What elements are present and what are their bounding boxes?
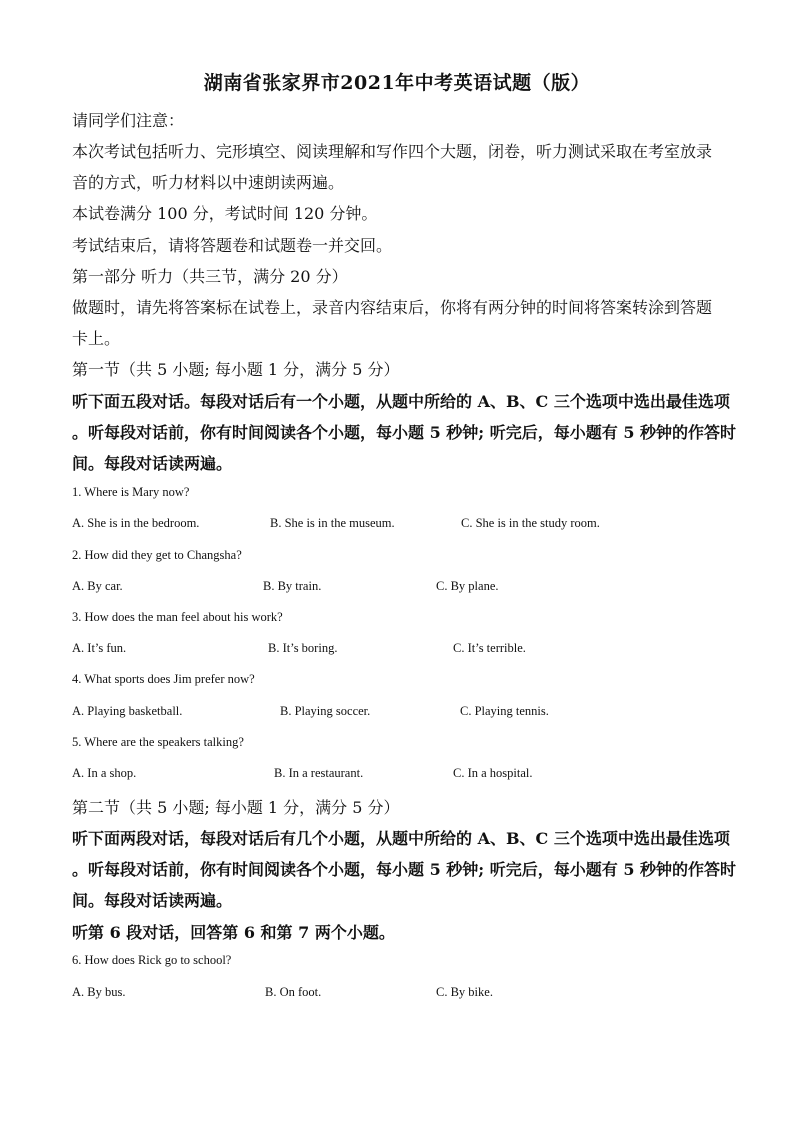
question-1-option-c: C. She is in the study room. [461,516,600,530]
intro-line-1a: 本次考试包括听力、完形填空、阅读理解和写作四个大题，闭卷，听力测试采取在考室放录 [72,142,713,161]
section2-instructions-c: 间。每段对话读两遍。 [72,891,233,910]
intro-line-1b: 音的方式，听力材料以中速朗读两遍。 [72,173,345,192]
question-4-option-a: A. Playing basketball. [72,704,183,718]
section2-instructions-a: 听下面两段对话，每段对话后有几个小题，从题中所给的 A、B、C 三个选项中选出最佳选项 [72,829,730,848]
section1-instructions-b: 。听每段对话前，你有时间阅读各个小题，每小题 5 秒钟; 听完后，每小题有 5 秒钟的作答时 [72,423,737,442]
question-3: 3. How does the man feel about his work? [72,610,283,624]
part1-note-a: 做题时，请先将答案标在试卷上，录音内容结束后，你将有两分钟的时间将答案转涂到答题 [72,298,713,317]
section1-heading: 第一节（共 5 小题; 每小题 1 分，满分 5 分） [72,360,400,379]
question-3-option-a: A. It’s fun. [72,641,127,655]
question-6-option-a: A. By bus. [72,985,126,999]
question-3-option-b: B. It’s boring. [268,641,338,655]
question-6-option-b: B. On foot. [265,985,322,999]
question-1-option-a: A. She is in the bedroom. [72,516,200,530]
exam-title: 湖南省张家界市2021年中考英语试题（版） [203,72,591,94]
question-5-option-c: C. In a hospital. [453,766,533,780]
section1-instructions-a: 听下面五段对话。每段对话后有一个小题，从题中所给的 A、B、C 三个选项中选出最佳选项 [72,392,730,411]
question-2-option-c: C. By plane. [436,579,499,593]
dialogue-6-note: 听第 6 段对话，回答第 6 和第 7 两个小题。 [72,923,395,942]
question-5: 5. Where are the speakers talking? [72,735,244,749]
question-4-option-c: C. Playing tennis. [460,704,549,718]
section2-instructions-b: 。听每段对话前，你有时间阅读各个小题，每小题 5 秒钟; 听完后，每小题有 5 秒钟的作答时 [72,860,737,879]
section1-instructions-c: 间。每段对话读两遍。 [72,454,233,473]
question-2-option-a: A. By car. [72,579,123,593]
intro-line-2: 本试卷满分 100 分，考试时间 120 分钟。 [72,204,378,223]
question-6: 6. How does Rick go to school? [72,953,232,967]
question-3-option-c: C. It’s terrible. [453,641,526,655]
part1-heading: 第一部分 听力（共三节，满分 20 分） [72,267,348,286]
intro-heading: 请同学们注意： [72,111,185,130]
question-4-option-b: B. Playing soccer. [280,704,371,718]
question-5-option-a: A. In a shop. [72,766,137,780]
question-2: 2. How did they get to Changsha? [72,548,242,562]
question-2-option-b: B. By train. [263,579,322,593]
question-5-option-b: B. In a restaurant. [274,766,364,780]
part1-note-b: 卡上。 [72,329,121,348]
question-1: 1. Where is Mary now? [72,485,190,499]
question-1-option-b: B. She is in the museum. [270,516,395,530]
question-4: 4. What sports does Jim prefer now? [72,672,255,686]
intro-line-3: 考试结束后，请将答题卷和试题卷一并交回。 [72,236,393,255]
question-6-option-c: C. By bike. [436,985,493,999]
section2-heading: 第二节（共 5 小题; 每小题 1 分，满分 5 分） [72,798,400,817]
